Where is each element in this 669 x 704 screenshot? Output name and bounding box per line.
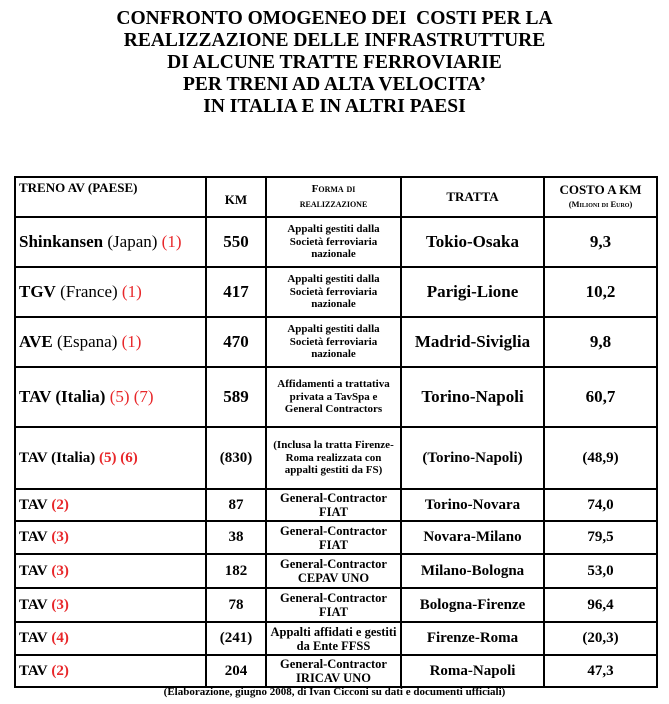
cell-treno: TAV (3) bbox=[15, 554, 206, 588]
title-line: IN ITALIA E IN ALTRI PAESI bbox=[203, 96, 466, 117]
table-row bbox=[15, 588, 657, 622]
title-line: CONFRONTO OMOGENEO DEI COSTI PER LA bbox=[116, 8, 553, 29]
title-line: REALIZZAZIONE DELLE INFRASTRUTTURE bbox=[123, 30, 546, 51]
header-forma bbox=[266, 177, 401, 217]
header-forma-line2: realizzazione bbox=[299, 198, 368, 210]
cell-treno: AVE (Espana) (1) bbox=[15, 317, 206, 367]
table-row bbox=[15, 367, 657, 427]
table-row bbox=[15, 267, 657, 317]
header-treno: TRENO AV (PAESE) bbox=[15, 177, 206, 217]
header-row bbox=[15, 177, 657, 217]
cell-costo: (20,3) bbox=[544, 622, 657, 655]
table-row bbox=[15, 655, 657, 687]
cell-forma: Appalti gestiti dalla Società ferroviaria nazionale bbox=[266, 267, 401, 317]
cell-tratta: Novara-Milano bbox=[401, 521, 544, 554]
cost-comparison-table bbox=[14, 176, 658, 688]
header-costo-unit: (Milioni di Euro) bbox=[568, 199, 633, 209]
cell-km: 87 bbox=[206, 489, 266, 521]
footnote-ref: (3) bbox=[51, 529, 69, 545]
cell-km: 589 bbox=[206, 367, 266, 427]
footnote-ref: (4) bbox=[51, 630, 69, 646]
cell-km: (241) bbox=[206, 622, 266, 655]
cell-treno: TAV (3) bbox=[15, 588, 206, 622]
footnote-ref: (1) bbox=[121, 332, 142, 351]
cell-treno: TAV (2) bbox=[15, 655, 206, 687]
cell-costo: 47,3 bbox=[544, 655, 657, 687]
cell-forma: Affidamenti a trattativa privata a TavSpa e General Contractors bbox=[266, 367, 401, 427]
cell-tratta: (Torino-Napoli) bbox=[401, 427, 544, 489]
cell-km: 470 bbox=[206, 317, 266, 367]
cell-km: 38 bbox=[206, 521, 266, 554]
cell-tratta: Torino-Novara bbox=[401, 489, 544, 521]
footnote-ref: (3) bbox=[51, 562, 69, 579]
cell-tratta: Milano-Bologna bbox=[401, 554, 544, 588]
cell-treno: TAV (Italia) (5) (7) bbox=[15, 367, 206, 427]
header-tratta: TRATTA bbox=[401, 177, 544, 217]
cell-tratta: Bologna-Firenze bbox=[401, 588, 544, 622]
footnote-ref: (5) (7) bbox=[109, 387, 154, 406]
cell-forma: Appalti gestiti dalla Società ferroviaria nazionale bbox=[266, 317, 401, 367]
cell-forma: General-Contractor FIAT bbox=[266, 521, 401, 554]
table-row bbox=[15, 622, 657, 655]
cell-km: 417 bbox=[206, 267, 266, 317]
footnote-ref: (3) bbox=[51, 596, 69, 613]
cell-km: 78 bbox=[206, 588, 266, 622]
cell-treno: TGV (France) (1) bbox=[15, 267, 206, 317]
cell-treno: TAV (4) bbox=[15, 622, 206, 655]
cell-km: (830) bbox=[206, 427, 266, 489]
cell-forma: (Inclusa la tratta Firenze-Roma realizzata con appalti gestiti da FS) bbox=[266, 427, 401, 489]
cell-forma: Appalti gestiti dalla Società ferroviaria nazionale bbox=[266, 217, 401, 267]
cell-tratta: Firenze-Roma bbox=[401, 622, 544, 655]
cell-treno: TAV (2) bbox=[15, 489, 206, 521]
header-km: KM bbox=[206, 177, 266, 217]
table-row bbox=[15, 554, 657, 588]
header-forma-line1: Forma di bbox=[311, 183, 356, 195]
cell-costo: 96,4 bbox=[544, 588, 657, 622]
cell-treno: TAV (Italia) (5) (6) bbox=[15, 427, 206, 489]
table-row bbox=[15, 427, 657, 489]
cell-km: 550 bbox=[206, 217, 266, 267]
header-costo bbox=[544, 177, 657, 217]
cell-forma: General-Contractor FIAT bbox=[266, 489, 401, 521]
cell-forma: General-Contractor CEPAV UNO bbox=[266, 554, 401, 588]
cell-km: 182 bbox=[206, 554, 266, 588]
cell-costo: 9,8 bbox=[544, 317, 657, 367]
table-row bbox=[15, 521, 657, 554]
footnote-ref: (2) bbox=[51, 496, 69, 513]
cell-costo: 9,3 bbox=[544, 217, 657, 267]
header-costo-label: COSTO A KM bbox=[559, 182, 642, 197]
title-line: DI ALCUNE TRATTE FERROVIARIE bbox=[167, 52, 502, 73]
table-row bbox=[15, 317, 657, 367]
cell-forma: General-Contractor IRICAV UNO bbox=[266, 655, 401, 687]
cell-tratta: Madrid-Siviglia bbox=[401, 317, 544, 367]
footnote-ref: (5) (6) bbox=[99, 449, 138, 466]
table-row bbox=[15, 217, 657, 267]
title-line: PER TRENI AD ALTA VELOCITA’ bbox=[182, 74, 487, 95]
footnote-ref: (2) bbox=[51, 662, 69, 679]
cell-tratta: Tokio-Osaka bbox=[401, 217, 544, 267]
cell-tratta: Torino-Napoli bbox=[401, 367, 544, 427]
cell-forma: General-Contractor FIAT bbox=[266, 588, 401, 622]
document-title bbox=[0, 8, 669, 118]
cell-costo: 79,5 bbox=[544, 521, 657, 554]
source-note: (Elaborazione, giugno 2008, di Ivan Cicconi su dati e documenti ufficiali) bbox=[163, 686, 506, 698]
cell-tratta: Parigi-Lione bbox=[401, 267, 544, 317]
footnote-ref: (1) bbox=[161, 232, 182, 251]
table-row bbox=[15, 489, 657, 521]
cell-km: 204 bbox=[206, 655, 266, 687]
cell-tratta: Roma-Napoli bbox=[401, 655, 544, 687]
cell-costo: 53,0 bbox=[544, 554, 657, 588]
cell-costo: 60,7 bbox=[544, 367, 657, 427]
cell-costo: 10,2 bbox=[544, 267, 657, 317]
cell-costo: 74,0 bbox=[544, 489, 657, 521]
cell-treno: Shinkansen (Japan) (1) bbox=[15, 217, 206, 267]
cell-treno: TAV (3) bbox=[15, 521, 206, 554]
footnote-ref: (1) bbox=[121, 282, 142, 301]
cell-forma: Appalti affidati e gestiti da Ente FFSS bbox=[266, 622, 401, 655]
cell-costo: (48,9) bbox=[544, 427, 657, 489]
